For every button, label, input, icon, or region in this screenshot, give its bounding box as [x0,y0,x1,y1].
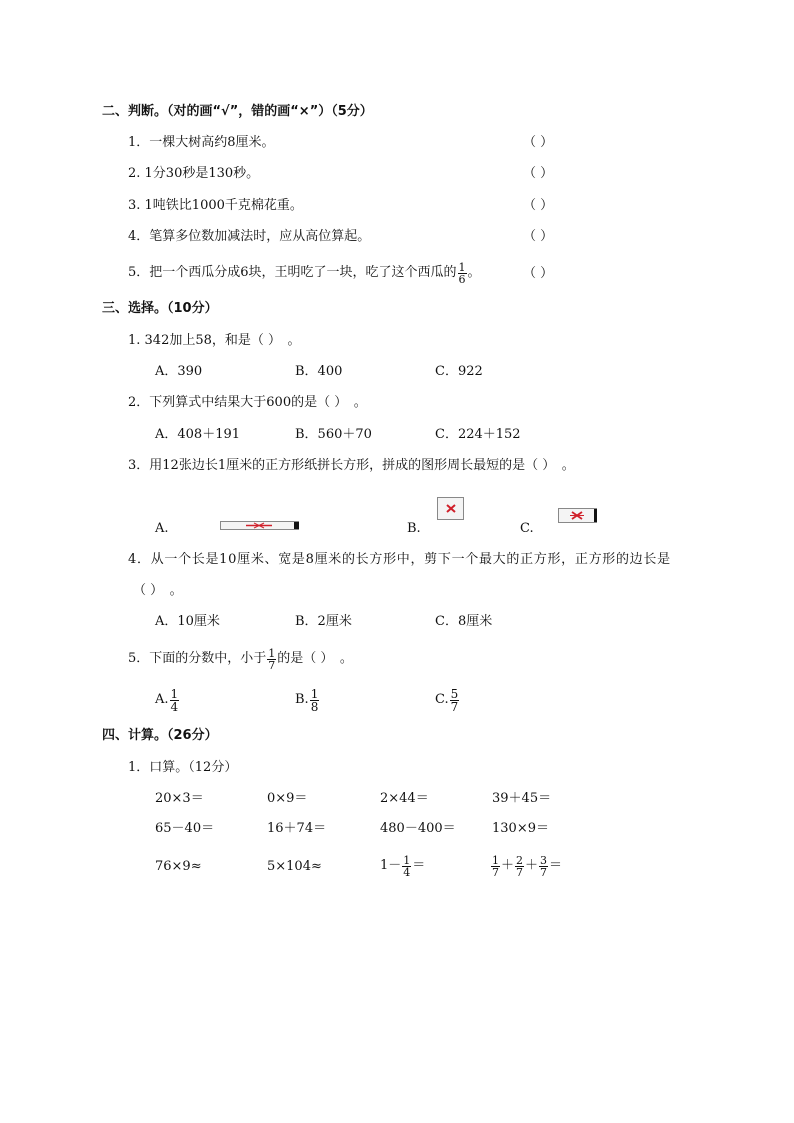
answer-blank-4[interactable]: （ ） [523,229,554,244]
fraction-two-sevenths [515,855,524,878]
choice-q5 [128,644,353,674]
answer-blank-3[interactable]: （ ） [523,198,554,213]
plus-sign: ＋ [501,858,515,873]
q3-image-a [220,519,300,528]
q4-option-a[interactable]: A．10厘米 [155,614,220,629]
fraction-three-sevenths [539,855,548,878]
option-label: C. [435,692,449,707]
broken-image-icon [558,508,598,524]
choice-q4-line1: 4．从一个长是10厘米、宽是8厘米的长方形中，剪下一个最大的正方形，正方形的边长是 [128,552,671,567]
option-label: A. [155,692,169,707]
frac-numerator: 1 [170,686,179,701]
section-4-title: 四、计算。（26分） [102,728,218,743]
frac-denominator: 7 [268,658,276,672]
frac-denominator: 7 [492,865,499,879]
frac-numerator: 5 [450,686,459,701]
q3-image-c [558,508,598,524]
calc-r1-c2: 0×9＝ [267,791,308,806]
expr-equals: ＝ [412,858,426,873]
choice-q4-line2: （ ） 。 [133,583,183,598]
option-fraction [310,688,320,713]
q5-option-c[interactable] [435,683,460,717]
judge-item-5-end: 。 [467,265,481,280]
choice-q1: 1. 342加上58，和是（ ） 。 [128,333,301,348]
calc-r1-c4: 39＋45＝ [492,791,552,806]
q3-option-b[interactable]: B. [407,521,421,536]
fraction-one-quarter [402,855,411,878]
expr-text: 1－ [380,858,402,873]
choice-q3: 3．用12张边长1厘米的正方形纸拼长方形，拼成的图形周长最短的是（ ） 。 [128,458,575,473]
calc-r3-c4 [490,849,562,883]
judge-item-5-text: 5．把一个西瓜分成6块，王明吃了一块，吃了这个西瓜的 [128,265,457,280]
fraction-one-sixth [458,262,467,285]
q2-option-b[interactable]: B．560＋70 [295,427,372,442]
calc-r2-c1: 65－40＝ [155,821,215,836]
answer-blank-5[interactable]: （ ） [523,266,554,281]
q5-text-pre: 5．下面的分数中，小于 [128,651,267,666]
section-3-title: 三、选择。（10分） [102,301,218,316]
calc-r1-c1: 20×3＝ [155,791,204,806]
option-fraction [450,688,460,713]
judge-item-1: 1．一棵大树高约8厘米。 [128,135,275,150]
frac-numerator: 2 [516,853,524,867]
broken-image-icon [220,521,300,530]
broken-image-icon [437,497,465,521]
judge-item-4: 4．笔算多位数加减法时，应从高位算起。 [128,229,371,244]
q2-option-c[interactable]: C．224＋152 [435,427,521,442]
option-fraction [170,688,180,713]
frac-denominator: 6 [458,272,466,286]
calc-r2-c4: 130×9＝ [492,821,549,836]
frac-denominator: 7 [516,865,524,879]
choice-q2: 2．下列算式中结果大于600的是（ ） 。 [128,395,367,410]
calc-r3-c2: 5×104≈ [267,859,322,874]
plus-sign: ＋ [525,858,539,873]
q1-option-b[interactable]: B．400 [295,364,343,379]
answer-blank-1[interactable]: （ ） [523,135,554,150]
frac-numerator: 1 [268,646,276,660]
calc-r2-c3: 480－400＝ [380,821,456,836]
q3-image-b [437,497,465,521]
oral-calc-heading: 1．口算。（12分） [128,760,238,775]
calc-r3-c3 [380,849,425,883]
frac-numerator: 1 [403,853,411,867]
frac-numerator: 1 [458,260,466,274]
frac-numerator: 1 [492,853,499,867]
frac-denominator: 4 [170,699,179,714]
q5-option-b[interactable] [295,683,320,717]
frac-denominator: 7 [450,699,459,714]
frac-denominator: 8 [310,699,319,714]
fraction-one-seventh [491,855,500,878]
q5-text-post: 的是（ ） 。 [277,651,353,666]
judge-item-2: 2. 1分30秒是130秒。 [128,166,260,181]
judge-item-3: 3. 1吨铁比1000千克棉花重。 [128,198,303,213]
q3-option-a[interactable]: A. [155,521,169,536]
calc-r2-c2: 16＋74＝ [267,821,327,836]
section-2-title: 二、判断。（对的画“√”，错的画“×”）（5分） [102,104,373,119]
frac-denominator: 7 [540,865,548,879]
q4-option-b[interactable]: B．2厘米 [295,614,352,629]
q1-option-a[interactable]: A．390 [155,364,203,379]
q5-option-a[interactable] [155,683,180,717]
answer-blank-2[interactable]: （ ） [523,166,554,181]
q4-option-c[interactable]: C．8厘米 [435,614,493,629]
judge-item-5 [128,258,481,288]
fraction-one-seventh [267,648,276,671]
q1-option-c[interactable]: C．922 [435,364,483,379]
expr-equals: ＝ [549,858,563,873]
frac-numerator: 3 [540,853,548,867]
frac-denominator: 4 [403,865,411,879]
frac-numerator: 1 [310,686,319,701]
option-label: B. [295,692,309,707]
q3-option-c[interactable]: C. [520,521,534,536]
q2-option-a[interactable]: A．408＋191 [155,427,241,442]
calc-r1-c3: 2×44＝ [380,791,429,806]
calc-r3-c1: 76×9≈ [155,859,202,874]
